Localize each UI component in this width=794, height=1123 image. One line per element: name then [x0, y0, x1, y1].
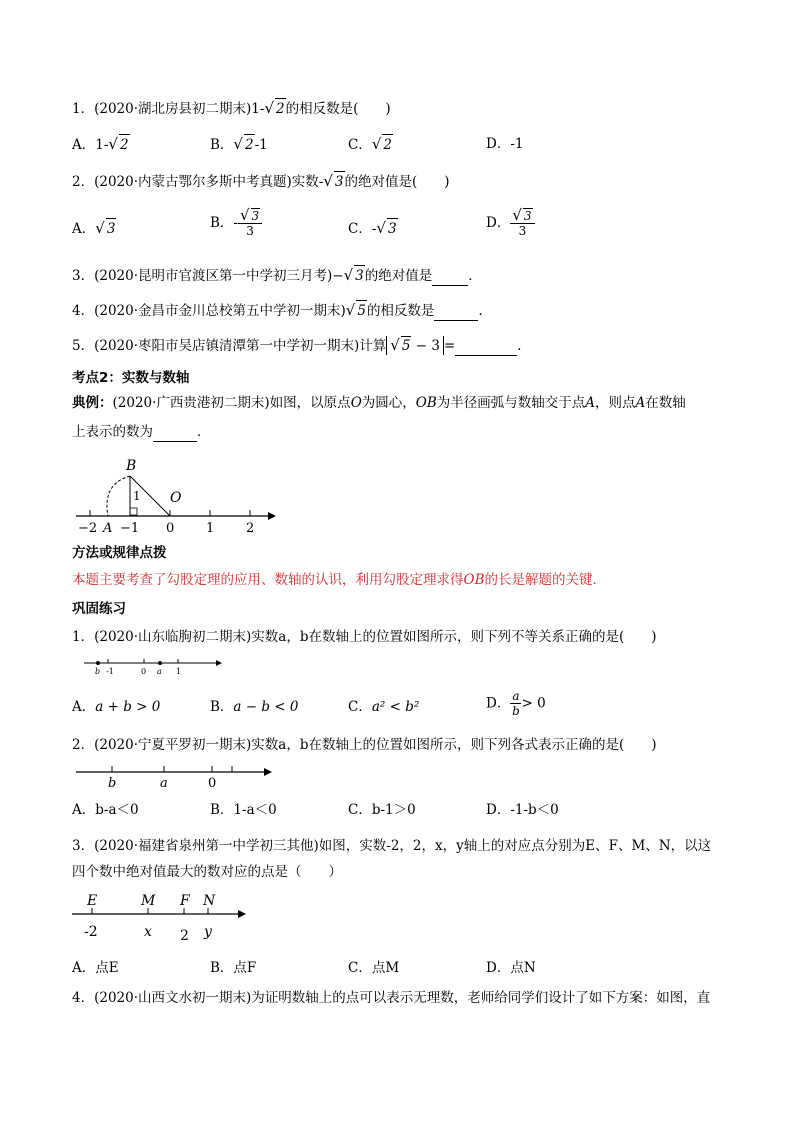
option-b: B．1-a＜0 [210, 802, 277, 818]
question-number: 1． [72, 101, 95, 117]
svg-text:0: 0 [208, 776, 217, 791]
question-2: 2．(2020·内蒙古鄂尔多斯中考真题)实数-√ 3的绝对值是( ) [72, 172, 450, 190]
svg-text:-2: -2 [84, 924, 98, 940]
tick-label: 2 [246, 521, 255, 536]
svg-text:M: M [141, 893, 156, 909]
absolute-value: √ 5 − 3 [386, 336, 444, 355]
question-4: 4．(2020·金昌市金川总校第五中学初一期末)√ 5的相反数是 ． [72, 301, 492, 319]
sqrt-radicand: 2 [275, 98, 286, 119]
svg-text:E: E [87, 893, 98, 909]
label-b: B [126, 458, 137, 474]
option-c: C．a² < b² [348, 699, 420, 715]
practice-question-1: 1．(2020·山东临朐初二期末)实数a，b在数轴上的位置如图所示，则下列不等关系正确的是( ) [72, 629, 657, 645]
section-title: 考点2：实数与数轴 [72, 370, 190, 386]
label-o: O [170, 490, 182, 506]
option-d: D． $\frac{√ 3}{3}$ [486, 208, 535, 238]
option-b: B．√ 2-1 [210, 135, 268, 153]
question-1: 1．(2020·湖北房县初二期末)1-√ 2的相反数是( ) [72, 99, 391, 117]
option-b: B．点F [210, 960, 257, 976]
option-c: C．√ 2 [348, 135, 392, 153]
method-title: 方法或规律点拨 [72, 545, 167, 561]
number-line-figure-2 [84, 656, 234, 676]
svg-text:0: 0 [141, 667, 147, 676]
svg-text:b: b [95, 667, 101, 676]
number-line-figure-4 [72, 890, 252, 946]
example-line-1: 典例：(2020·广西贵港初二期末)如图，以原点O为圆心，OB为半径画弧与数轴交于点A，则点A在数轴 [72, 395, 686, 411]
svg-text:y: y [204, 924, 212, 940]
number-line-figure-1 [72, 450, 282, 540]
option-d: D．-1 [486, 136, 524, 152]
practice-title: 巩固练习 [72, 601, 126, 617]
question-5: 5．(2020·枣阳市吴店镇清潭第一中学初一期末)计算 √ 5 − 3 = ． [72, 336, 531, 354]
tick-label: 0 [166, 521, 175, 536]
svg-text:2: 2 [180, 928, 189, 944]
tick-label: −2 [78, 521, 98, 536]
option-c: C．-√ 3 [348, 219, 397, 237]
tick-label: A [103, 521, 113, 536]
svg-text:N: N [203, 893, 216, 909]
example-line-2: 上表示的数为 ． [72, 424, 211, 440]
option-a: A．√ 3 [72, 219, 116, 237]
option-c: C．点M [348, 960, 400, 976]
option-b: B．- $\frac{√ 3}{3}$ [210, 208, 262, 238]
svg-text:F: F [180, 893, 190, 909]
label-one: 1 [133, 489, 141, 503]
svg-text:b: b [108, 776, 117, 791]
option-b: B．a − b < 0 [210, 699, 299, 715]
option-a: A．点E [72, 960, 119, 976]
option-a: A．b-a＜0 [72, 802, 139, 818]
answer-blank[interactable] [455, 355, 517, 356]
option-a: A．a + b > 0 [72, 699, 161, 715]
tick-label: 1 [206, 521, 215, 536]
svg-text:1: 1 [176, 667, 182, 676]
svg-text:a: a [160, 776, 168, 791]
number-line-figure-3 [76, 764, 276, 790]
practice-question-4: 4．(2020·山西文水初一期末)为证明数轴上的点可以表示无理数，老师给同学们设计了如下方案：如图，直 [72, 990, 711, 1006]
answer-blank[interactable] [434, 320, 478, 321]
answer-blank[interactable] [432, 285, 468, 286]
question-3: 3．(2020·昆明市官渡区第一中学初三月考)−√ 3的绝对值是 ． [72, 266, 482, 284]
svg-text:-1: -1 [106, 667, 114, 676]
practice-question-3-line-2: 四个数中绝对值最大的数对应的点是（ ） [72, 864, 342, 880]
answer-blank[interactable] [153, 441, 197, 442]
option-a: A．1-√ 2 [72, 135, 129, 153]
method-text: 本题主要考查了勾股定理的应用、数轴的认识，利用勾股定理求得OB的长是解题的关键． [72, 572, 606, 588]
practice-question-2: 2．(2020·宁夏平罗初一期末)实数a，b在数轴上的位置如图所示，则下列各式表示正确的是( ) [72, 737, 657, 753]
svg-text:x: x [144, 924, 152, 940]
question-source: (2020·湖北房县初二期末) [94, 101, 252, 117]
tick-label: −1 [120, 521, 140, 536]
option-d: D．点N [486, 960, 536, 976]
option-c: C．b-1＞0 [348, 802, 416, 818]
option-d: D． $\frac{a}{b}$ > 0 [486, 689, 546, 718]
practice-question-3: 3．(2020·福建省泉州第一中学初三其他)如图，实数-2，2，x，y轴上的对应点分别为E、F、M、N，以这 [72, 838, 712, 854]
svg-text:a: a [157, 667, 162, 676]
option-d: D．-1-b＜0 [486, 802, 559, 818]
